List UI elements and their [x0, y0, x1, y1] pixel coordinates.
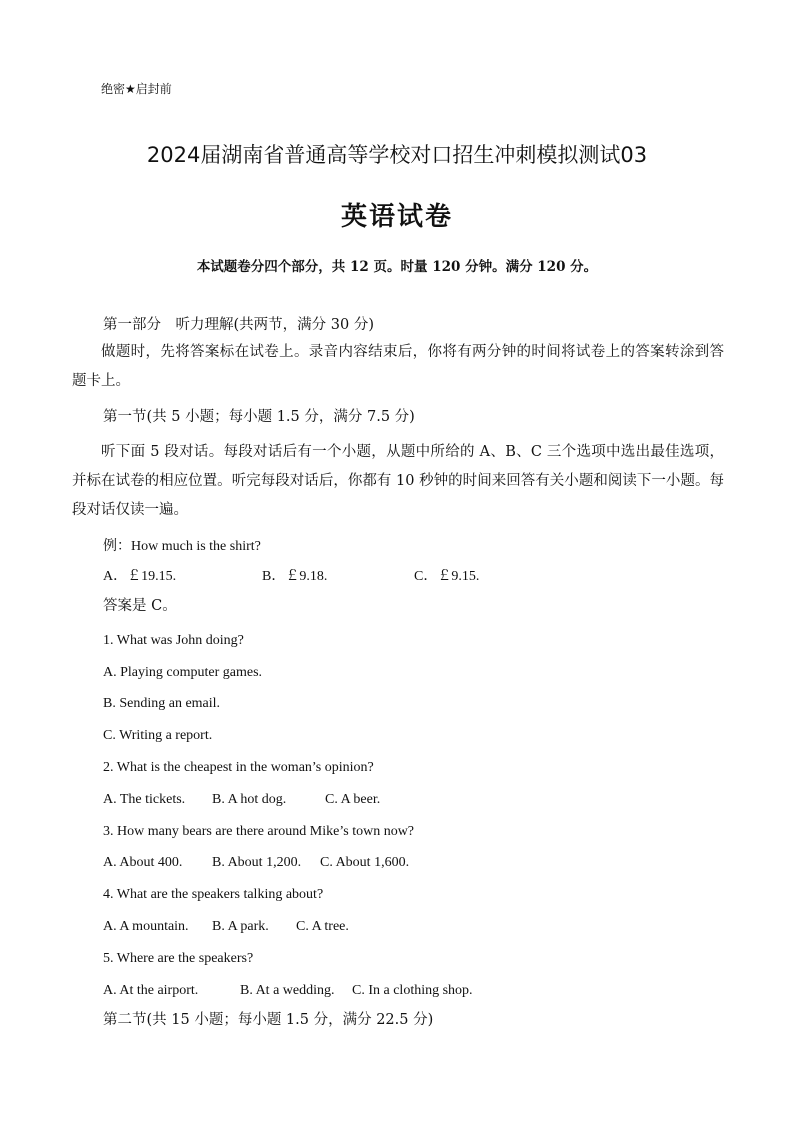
example-answer: 答案是 C。 — [103, 598, 177, 614]
part1-instructions: 做题时，先将答案标在试卷上。录音内容结束后，你将有两分钟的时间将试卷上的答案转涂到答题卡上。 — [72, 344, 724, 389]
section1-heading: 第一节(共 5 小题；每小题 1.5 分，满分 7.5 分) — [103, 409, 415, 425]
question-4-option-c: C. A tree. — [296, 919, 349, 934]
question-2-option-a: A. The tickets. — [103, 792, 186, 807]
question-2-option-b: B. A hot dog. — [212, 792, 287, 807]
exam-info: 本试题卷分四个部分，共 12 页。时量 120 分钟。满分 120 分。 — [196, 259, 598, 275]
example-option-a: A．￡19.15. — [103, 569, 177, 584]
section1-instructions: 听下面 5 段对话。每段对话后有一个小题，从题中所给的 A、B、C 三个选项中选出最佳选项，并标在试卷的相应位置。听完每段对话后，你都有 10 秒钟的时间来回答有关小题和阅读下一小题。每段对话仅读一遍。 — [72, 444, 724, 518]
question-4: 4. What are the speakers talking about? — [103, 887, 324, 902]
question-3-option-b: B. About 1,200. — [212, 855, 302, 870]
subject-title: 英语试卷 — [340, 202, 453, 232]
part1-heading: 第一部分 听力理解(共两节，满分 30 分) — [103, 317, 374, 333]
question-5-option-b: B. At a wedding. — [240, 983, 335, 998]
question-3: 3. How many bears are there around Mike’s town now? — [103, 824, 415, 839]
question-1-option-a: A. Playing computer games. — [103, 665, 263, 680]
example-option-c: C．￡9.15. — [414, 569, 480, 584]
example-option-b: B．￡9.18. — [262, 569, 328, 584]
question-2: 2. What is the cheapest in the woman’s opinion? — [103, 760, 374, 775]
question-5: 5. Where are the speakers? — [103, 951, 254, 966]
section2-heading: 第二节(共 15 小题；每小题 1.5 分，满分 22.5 分) — [103, 1012, 434, 1028]
question-1: 1. What was John doing? — [103, 633, 244, 648]
question-5-option-a: A. At the airport. — [103, 983, 199, 998]
exam-title: 2024届湖南省普通高等学校对口招生冲刺模拟测试03 — [146, 143, 648, 167]
question-1-option-b: B. Sending an email. — [103, 696, 221, 711]
question-3-option-a: A. About 400. — [103, 855, 183, 870]
question-3-option-c: C. About 1,600. — [320, 855, 410, 870]
question-4-option-a: A. A mountain. — [103, 919, 189, 934]
confidential-label: 绝密★启封前 — [101, 82, 172, 96]
question-4-option-b: B. A park. — [212, 919, 269, 934]
question-1-option-c: C. Writing a report. — [103, 728, 213, 743]
question-2-option-c: C. A beer. — [325, 792, 381, 807]
example-question: 例：How much is the shirt? — [103, 539, 261, 554]
question-5-option-c: C. In a clothing shop. — [352, 983, 473, 998]
